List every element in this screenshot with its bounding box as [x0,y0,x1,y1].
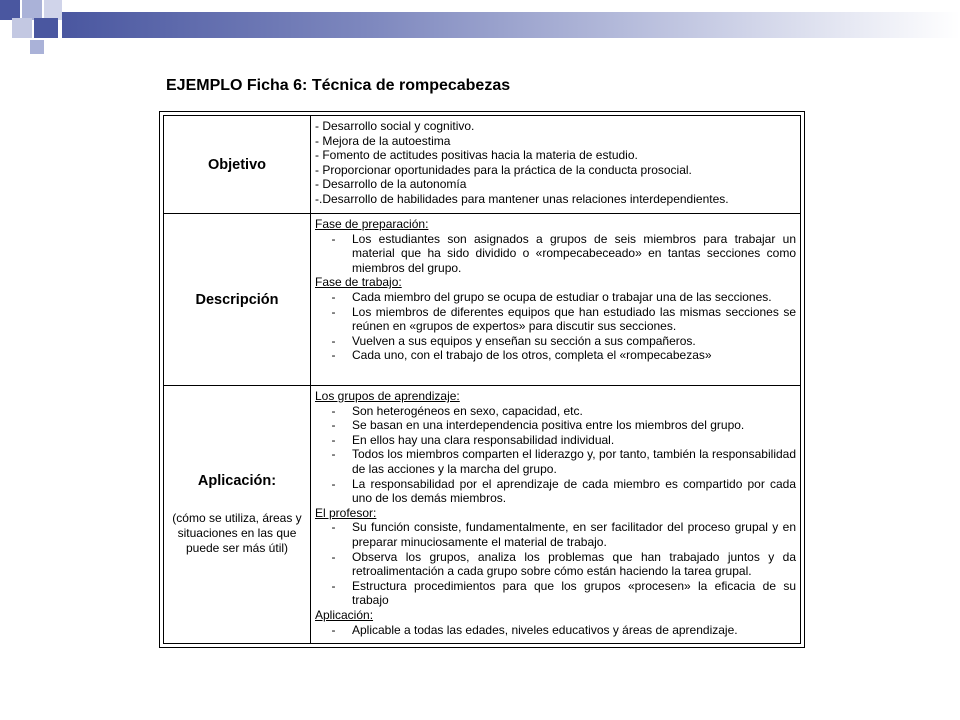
list-item: - La responsabilidad por el aprendizaje de cada miembro es compartido por cada uno de los demás miembros. [331,476,796,506]
list-item: - Cada miembro del grupo se ocupa de estudiar o trabajar una de las secciones. [331,289,772,304]
list-item: - Son heterogéneos en sexo, capacidad, etc. [331,403,583,418]
objetivo-item: - Mejora de la autoestima [315,133,451,148]
list-item: - Se basan en una interdependencia positiva entre los miembros del grupo. [331,418,745,433]
decor-square-4 [12,18,32,38]
ficha-table [163,115,801,644]
page-title: EJEMPLO Ficha 6: Técnica de rompecabezas [166,77,511,94]
decor-square-2 [22,0,42,20]
profesor-heading: El profesor: [315,505,377,520]
list-item: - Observa los grupos, analiza los problemas que han trabajado juntos y da retroalimentación a cada grupo sobre cómo están haciendo la tarea grupal. [331,549,796,579]
objetivo-content [311,116,801,214]
aplicacion-content [311,386,801,644]
header-gradient-bar [62,12,960,38]
list-item: - Los miembros de diferentes equipos que han estudiado las mismas secciones se reúnen en «grupos de expertos» para discutir sus secciones. [331,304,796,334]
ficha-frame [159,111,805,648]
objetivo-item: - Desarrollo social y cognitivo. [315,119,475,133]
list-item: - Estructura procedimientos para que los grupos «procesen» la eficacia de su trabajo [331,578,796,608]
aplicacion-label: Aplicación: [197,473,277,489]
list-item: - Su función consiste, fundamentalmente, en ser facilitador del proceso grupal y en preparar minuciosamente el material de trabajo. [331,520,796,549]
list-item: - En ellos hay una clara responsabilidad individual. [331,432,615,447]
decor-square-5 [34,18,58,38]
decor-square-3 [44,0,62,20]
descripcion-content [311,214,801,386]
objetivo-item: - Desarrollo de la autonomía [315,177,467,192]
row-descripcion [164,214,801,386]
list-item: - Los estudiantes son asignados a grupos de seis miembros para trabajar un material que ha sido dividido o «rompecabeceado» en tantas secciones como miembros del grupo. [331,231,796,275]
aplicacion-subheading: Aplicación: [315,607,374,622]
descripcion-label: Descripción [195,291,279,308]
fase-trabajo-heading: Fase de trabajo: [315,275,402,290]
descripcion-label-cell [164,214,311,386]
objetivo-item: - Proporcionar oportunidades para la práctica de la conducta prosocial. [315,162,692,177]
objetivo-label-cell [164,116,311,214]
row-aplicacion [164,386,801,644]
objetivo-item: - Fomento de actitudes positivas hacia la materia de estudio. [315,148,638,163]
aplicacion-label-cell [164,386,311,644]
objetivo-item: -.Desarrollo de habilidades para mantener unas relaciones interdependientes. [315,191,729,206]
aplicacion-sublabel: (cómo se utiliza, áreas y situaciones en las que puede ser más útil) [172,511,302,555]
list-item: - Aplicable a todas las edades, niveles educativos y áreas de aprendizaje. [331,622,738,637]
row-objetivo [164,116,801,214]
list-item: - Vuelven a sus equipos y enseñan su sección a sus compañeros. [331,333,696,348]
fase-preparacion-heading: Fase de preparación: [315,217,429,231]
objetivo-label: Objetivo [207,156,266,173]
grupos-heading: Los grupos de aprendizaje: [315,389,460,403]
decor-square-1 [0,0,20,20]
list-item: - Cada uno, con el trabajo de los otros, completa el «rompecabezas» [331,348,712,363]
decor-square-6 [30,40,44,54]
list-item: - Todos los miembros comparten el liderazgo y, por tanto, también la responsabilidad de las acciones y la marcha del grupo. [331,447,796,476]
